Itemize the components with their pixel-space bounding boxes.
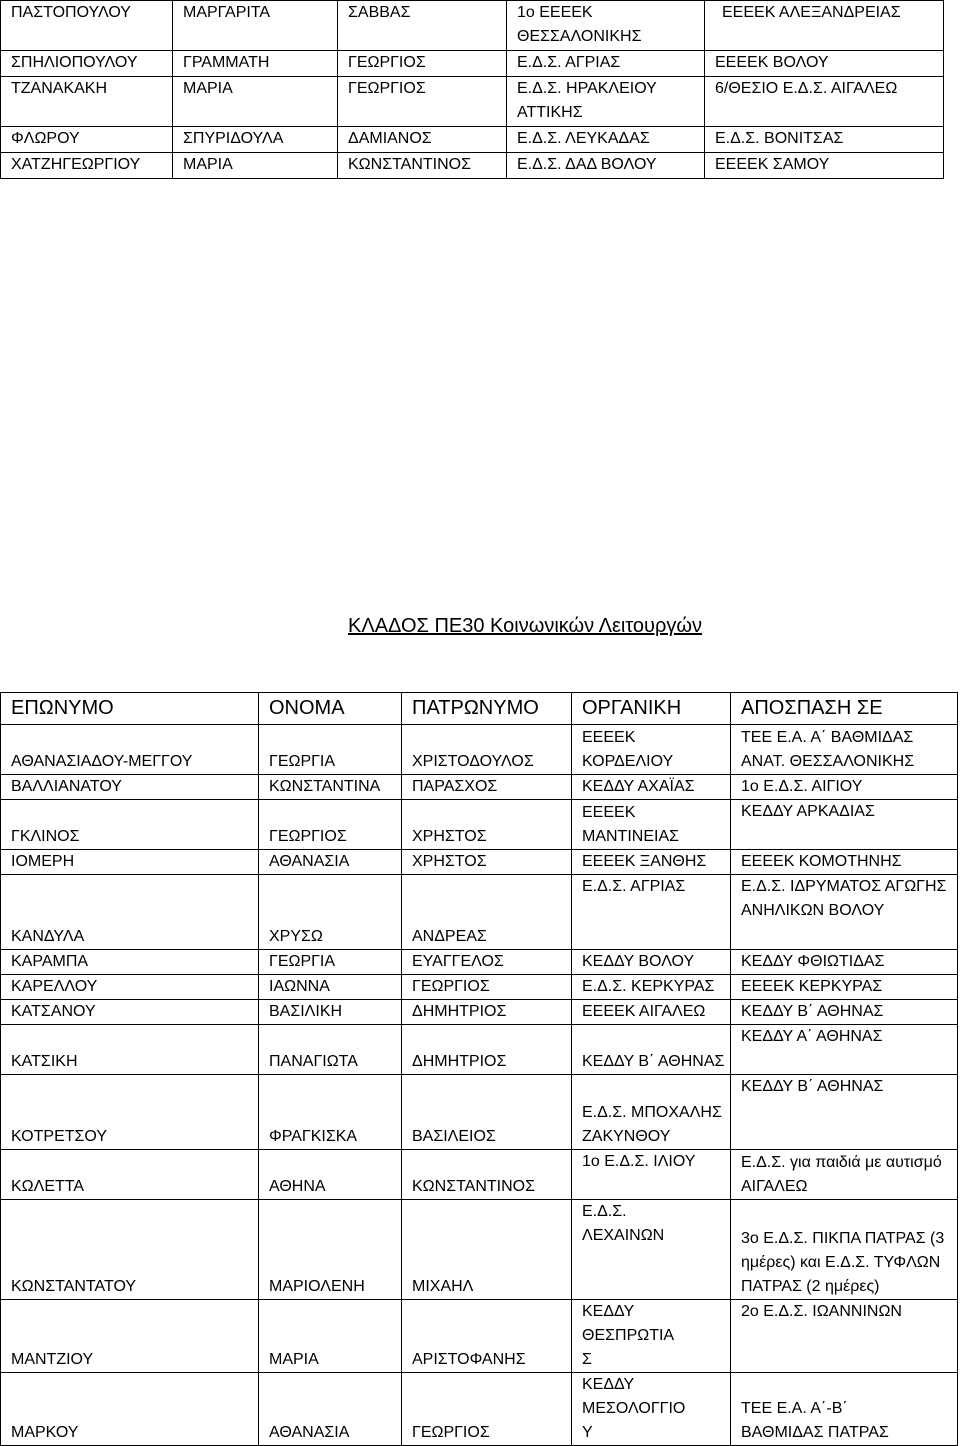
secondment-cell: ΕΕΕΕΚ ΣΑΜΟΥ	[705, 153, 944, 179]
organic-cell: ΚΕΔΔΥ ΜΕΣΟΛΟΓΓΙΟΥ	[572, 1373, 731, 1446]
patronymic-cell: ΚΩΝΣΤΑΝΤΙΝΟΣ	[402, 1150, 572, 1200]
table-row	[1, 800, 958, 850]
table-row	[1, 875, 958, 950]
surname-cell: ΜΑΡΚΟΥ	[1, 1373, 259, 1446]
table-row	[1, 975, 958, 1000]
secondment-cell: ΤΕΕ Ε.Α. Α΄ ΒΑΘΜΙΔΑΣ ΑΝΑΤ. ΘΕΣΣΑΛΟΝΙΚΗΣ	[731, 725, 958, 775]
patronymic-cell: ΔΗΜΗΤΡΙΟΣ	[402, 1025, 572, 1075]
surname-cell: ΚΑΡΕΛΛΟΥ	[1, 975, 259, 1000]
surname-cell: ΒΑΛΛΙΑΝΑΤΟΥ	[1, 775, 259, 800]
organic-cell: 1ο Ε.Δ.Σ. ΙΛΙΟΥ	[572, 1150, 731, 1200]
header-organic: ΟΡΓΑΝΙΚΗ	[572, 693, 731, 725]
table-row	[1, 850, 958, 875]
table-row	[1, 775, 958, 800]
secondment-cell: ΚΕΔΔΥ Α΄ ΑΘΗΝΑΣ	[731, 1025, 958, 1075]
name-cell: ΓΡΑΜΜΑΤΗ	[173, 51, 338, 77]
secondment-cell: ΕΕΕΕΚ ΒΟΛΟΥ	[705, 51, 944, 77]
surname-cell: ΚΩΝΣΤΑΝΤΑΤΟΥ	[1, 1200, 259, 1300]
secondment-cell: Ε.Δ.Σ. ΒΟΝΙΤΣΑΣ	[705, 127, 944, 153]
organic-cell: Ε.Δ.Σ. ΑΓΡΙΑΣ	[572, 875, 731, 950]
top-table	[0, 0, 944, 179]
organic-cell: ΕΕΕΕΚ ΚΟΡΔΕΛΙΟΥ	[572, 725, 731, 775]
secondment-cell: Ε.Δ.Σ. ΙΔΡΥΜΑΤΟΣ ΑΓΩΓΗΣ ΑΝΗΛΙΚΩΝ ΒΟΛΟΥ	[731, 875, 958, 950]
patronymic-cell: ΣΑΒΒΑΣ	[338, 1, 507, 51]
secondment-cell: 2ο Ε.Δ.Σ. ΙΩΑΝΝΙΝΩΝ	[731, 1300, 958, 1373]
patronymic-cell: ΚΩΝΣΤΑΝΤΙΝΟΣ	[338, 153, 507, 179]
name-cell: ΓΕΩΡΓΙΟΣ	[259, 800, 402, 850]
table-row	[1, 1025, 958, 1075]
secondment-cell: ΤΕΕ Ε.Α. Α΄-Β΄ ΒΑΘΜΙΔΑΣ ΠΑΤΡΑΣ	[731, 1373, 958, 1446]
patronymic-cell: ΔΑΜΙΑΝΟΣ	[338, 127, 507, 153]
surname-cell: ΓΚΛΙΝΟΣ	[1, 800, 259, 850]
secondment-cell: ΚΕΔΔΥ Β΄ ΑΘΗΝΑΣ	[731, 1000, 958, 1025]
name-cell: ΜΑΡΙΑ	[173, 77, 338, 127]
name-cell: ΙΑΩΝΝΑ	[259, 975, 402, 1000]
name-cell: ΦΡΑΓΚΙΣΚΑ	[259, 1075, 402, 1150]
secondment-cell: 6/ΘΕΣΙΟ Ε.Δ.Σ. ΑΙΓΑΛΕΩ	[705, 77, 944, 127]
table-row	[1, 1200, 958, 1300]
secondment-cell: ΕΕΕΕΚ ΚΕΡΚΥΡΑΣ	[731, 975, 958, 1000]
surname-cell: ΠΑΣΤΟΠΟΥΛΟΥ	[1, 1, 173, 51]
secondment-cell: ΚΕΔΔΥ ΑΡΚΑΔΙΑΣ	[731, 800, 958, 850]
surname-cell: ΚΟΤΡΕΤΣΟΥ	[1, 1075, 259, 1150]
secondment-cell: 3ο Ε.Δ.Σ. ΠΙΚΠΑ ΠΑΤΡΑΣ (3 ημέρες) και Ε.Δ.Σ. ΤΥΦΛΩΝ ΠΑΤΡΑΣ (2 ημέρες)	[731, 1200, 958, 1300]
surname-cell: ΤΖΑΝΑΚΑΚΗ	[1, 77, 173, 127]
organic-cell: Ε.Δ.Σ. ΔΑΔ ΒΟΛΟΥ	[507, 153, 705, 179]
patronymic-cell: ΑΡΙΣΤΟΦΑΝΗΣ	[402, 1300, 572, 1373]
surname-cell: ΚΑΤΣΙΚΗ	[1, 1025, 259, 1075]
table-row	[1, 77, 944, 127]
patronymic-cell: ΓΕΩΡΓΙΟΣ	[338, 77, 507, 127]
patronymic-cell: ΑΝΔΡΕΑΣ	[402, 875, 572, 950]
surname-cell: ΚΑΝΔΥΛΑ	[1, 875, 259, 950]
section-title: ΚΛΑΔΟΣ ΠΕ30 Κοινωνικών Λειτουργών	[348, 615, 702, 637]
organic-cell: ΕΕΕΕΚ ΑΙΓΑΛΕΩ	[572, 1000, 731, 1025]
table-row	[1, 51, 944, 77]
secondment-cell: ΚΕΔΔΥ ΦΘΙΩΤΙΔΑΣ	[731, 950, 958, 975]
surname-cell: ΑΘΑΝΑΣΙΑΔΟΥ-ΜΕΓΓΟΥ	[1, 725, 259, 775]
name-cell: ΧΡΥΣΩ	[259, 875, 402, 950]
table-row	[1, 153, 944, 179]
patronymic-cell: ΧΡΗΣΤΟΣ	[402, 800, 572, 850]
patronymic-cell: ΧΡΙΣΤΟΔΟΥΛΟΣ	[402, 725, 572, 775]
patronymic-cell: ΓΕΩΡΓΙΟΣ	[402, 1373, 572, 1446]
table-row	[1, 1373, 958, 1446]
surname-cell: ΚΑΤΣΑΝΟΥ	[1, 1000, 259, 1025]
header-patronymic: ΠΑΤΡΩΝΥΜΟ	[402, 693, 572, 725]
patronymic-cell: ΓΕΩΡΓΙΟΣ	[402, 975, 572, 1000]
name-cell: ΣΠΥΡΙΔΟΥΛΑ	[173, 127, 338, 153]
table-header-row	[1, 693, 958, 725]
organic-cell: ΕΕΕΕΚ ΜΑΝΤΙΝΕΙΑΣ	[572, 800, 731, 850]
patronymic-cell: ΒΑΣΙΛΕΙΟΣ	[402, 1075, 572, 1150]
main-table	[0, 692, 958, 1446]
secondment-cell: Ε.Δ.Σ. για παιδιά με αυτισμό ΑΙΓΑΛΕΩ	[731, 1150, 958, 1200]
organic-cell: Ε.Δ.Σ. ΗΡΑΚΛΕΙΟΥ ΑΤΤΙΚΗΣ	[507, 77, 705, 127]
organic-cell: Ε.Δ.Σ. ΚΕΡΚΥΡΑΣ	[572, 975, 731, 1000]
header-name: ΟΝΟΜΑ	[259, 693, 402, 725]
name-cell: ΑΘΑΝΑΣΙΑ	[259, 850, 402, 875]
name-cell: ΒΑΣΙΛΙΚΗ	[259, 1000, 402, 1025]
name-cell: ΠΑΝΑΓΙΩΤΑ	[259, 1025, 402, 1075]
surname-cell: ΚΑΡΑΜΠΑ	[1, 950, 259, 975]
header-secondment: ΑΠΟΣΠΑΣΗ ΣΕ	[731, 693, 958, 725]
organic-cell: ΚΕΔΔΥ ΒΟΛΟΥ	[572, 950, 731, 975]
surname-cell: ΚΩΛΕΤΤΑ	[1, 1150, 259, 1200]
surname-cell: ΧΑΤΖΗΓΕΩΡΓΙΟΥ	[1, 153, 173, 179]
surname-cell: ΙΟΜΕΡΗ	[1, 850, 259, 875]
patronymic-cell: ΓΕΩΡΓΙΟΣ	[338, 51, 507, 77]
name-cell: ΜΑΡΙΑ	[259, 1300, 402, 1373]
name-cell: ΜΑΡΓΑΡΙΤΑ	[173, 1, 338, 51]
name-cell: ΜΑΡΙΟΛΕΝΗ	[259, 1200, 402, 1300]
table-row	[1, 725, 958, 775]
name-cell: ΚΩΝΣΤΑΝΤΙΝΑ	[259, 775, 402, 800]
organic-cell: Ε.Δ.Σ. ΛΕΧΑΙΝΩΝ	[572, 1200, 731, 1300]
organic-cell: ΚΕΔΔΥ ΑΧΑΪΑΣ	[572, 775, 731, 800]
organic-cell: Ε.Δ.Σ. ΜΠΟΧΑΛΗΣ ΖΑΚΥΝΘΟΥ	[572, 1075, 731, 1150]
organic-cell: ΚΕΔΔΥ ΘΕΣΠΡΩΤΙΑΣ	[572, 1300, 731, 1373]
patronymic-cell: ΜΙΧΑΗΛ	[402, 1200, 572, 1300]
table-row	[1, 1, 944, 51]
organic-cell: Ε.Δ.Σ. ΑΓΡΙΑΣ	[507, 51, 705, 77]
table-row	[1, 127, 944, 153]
patronymic-cell: ΧΡΗΣΤΟΣ	[402, 850, 572, 875]
secondment-cell: ΚΕΔΔΥ Β΄ ΑΘΗΝΑΣ	[731, 1075, 958, 1150]
name-cell: ΑΘΑΝΑΣΙΑ	[259, 1373, 402, 1446]
table-row	[1, 1150, 958, 1200]
header-surname: ΕΠΩΝΥΜΟ	[1, 693, 259, 725]
surname-cell: ΦΛΩΡΟΥ	[1, 127, 173, 153]
secondment-cell: ΕΕΕΕΚ ΑΛΕΞΑΝΔΡΕΙΑΣ	[705, 1, 944, 51]
name-cell: ΓΕΩΡΓΙΑ	[259, 950, 402, 975]
table-row	[1, 1000, 958, 1025]
name-cell: ΜΑΡΙΑ	[173, 153, 338, 179]
surname-cell: ΣΠΗΛΙΟΠΟΥΛΟΥ	[1, 51, 173, 77]
table-row	[1, 1075, 958, 1150]
organic-cell: ΕΕΕΕΚ ΞΑΝΘΗΣ	[572, 850, 731, 875]
secondment-cell: ΕΕΕΕΚ ΚΟΜΟΤΗΝΗΣ	[731, 850, 958, 875]
surname-cell: ΜΑΝΤΖΙΟΥ	[1, 1300, 259, 1373]
organic-cell: Ε.Δ.Σ. ΛΕΥΚΑΔΑΣ	[507, 127, 705, 153]
secondment-cell: 1ο Ε.Δ.Σ. ΑΙΓΙΟΥ	[731, 775, 958, 800]
name-cell: ΓΕΩΡΓΙΑ	[259, 725, 402, 775]
patronymic-cell: ΔΗΜΗΤΡΙΟΣ	[402, 1000, 572, 1025]
patronymic-cell: ΕΥΑΓΓΕΛΟΣ	[402, 950, 572, 975]
patronymic-cell: ΠΑΡΑΣΧΟΣ	[402, 775, 572, 800]
table-row	[1, 1300, 958, 1373]
table-row	[1, 950, 958, 975]
name-cell: ΑΘΗΝΑ	[259, 1150, 402, 1200]
organic-cell: ΚΕΔΔΥ Β΄ ΑΘΗΝΑΣ	[572, 1025, 731, 1075]
organic-cell: 1ο ΕΕΕΕΚ ΘΕΣΣΑΛΟΝΙΚΗΣ	[507, 1, 705, 51]
